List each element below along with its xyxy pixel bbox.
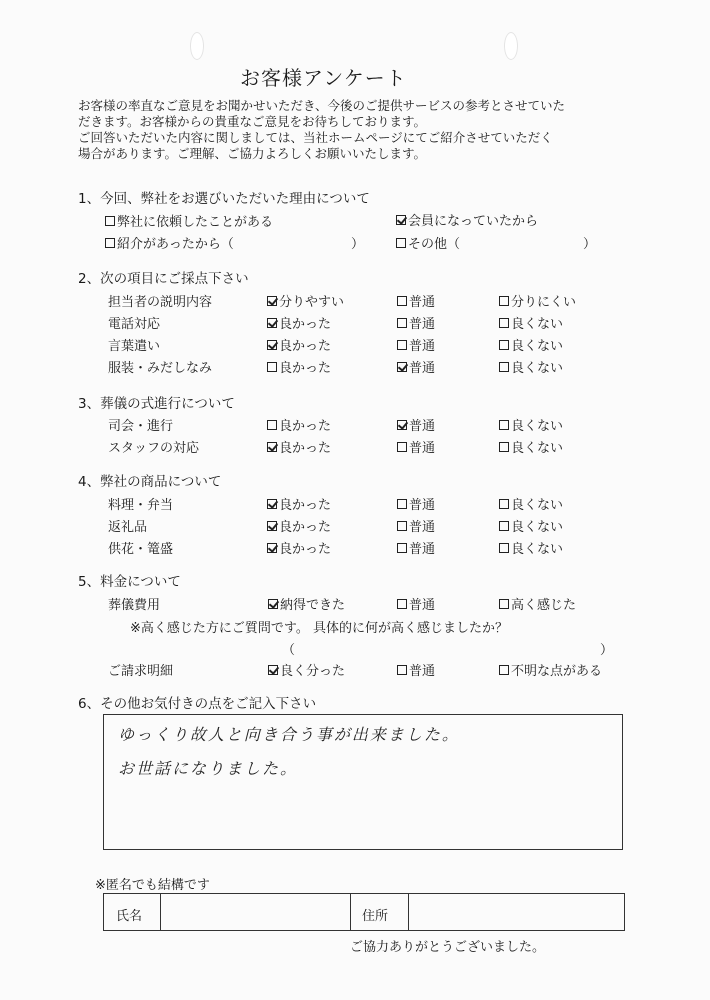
rating-item-label: 返礼品 — [108, 520, 148, 535]
rating-item-label: 葬儀費用 — [108, 598, 161, 613]
checkbox[interactable] — [397, 521, 407, 531]
checked-checkbox[interactable] — [397, 362, 407, 372]
rating-option[interactable]: 良くない — [499, 357, 563, 376]
rating-option[interactable]: 良く分った — [268, 660, 345, 679]
table-divider — [408, 893, 409, 931]
q1-option-4[interactable]: その他（ — [396, 233, 460, 252]
name-field[interactable] — [162, 895, 348, 929]
rating-option[interactable]: 普通 — [397, 538, 435, 557]
checkbox[interactable] — [499, 340, 509, 350]
q5-close-paren: ） — [600, 643, 614, 658]
checked-checkbox[interactable] — [396, 215, 406, 225]
checked-checkbox[interactable] — [268, 599, 278, 609]
checkbox[interactable] — [499, 521, 509, 531]
page-title: お客様アンケート — [240, 66, 407, 90]
rating-item-label: 料理・弁当 — [108, 498, 174, 513]
q1-close-paren-1: ） — [351, 237, 365, 252]
q1-option-1[interactable]: 弊社に依頼したことがある — [105, 211, 273, 230]
punch-hole-left — [190, 32, 204, 60]
rating-option[interactable]: 普通 — [397, 415, 435, 434]
rating-item-label: スタッフの対応 — [108, 441, 200, 456]
rating-option[interactable]: 分りやすい — [267, 291, 344, 310]
intro-line-1: お客様の率直なご意見をお聞かせいただき、今後のご提供サービスの参考とさせていた — [78, 98, 566, 113]
checkbox[interactable] — [499, 599, 509, 609]
checked-checkbox[interactable] — [267, 318, 277, 328]
rating-option[interactable]: 良くない — [499, 313, 563, 332]
checkbox[interactable] — [397, 499, 407, 509]
checkbox[interactable] — [105, 238, 115, 248]
rating-option[interactable]: 良くない — [499, 538, 563, 557]
comment-line-2: お世話になりました。 — [118, 759, 299, 778]
checkbox[interactable] — [397, 543, 407, 553]
rating-option[interactable]: 普通 — [397, 291, 435, 310]
rating-option[interactable]: 良かった — [267, 415, 331, 434]
rating-option[interactable]: 良かった — [267, 538, 331, 557]
thanks-text: ご協力ありがとうございました。 — [350, 940, 546, 955]
checkbox[interactable] — [499, 665, 509, 675]
table-divider — [350, 893, 351, 931]
rating-option[interactable]: 良かった — [267, 437, 331, 456]
checkbox[interactable] — [499, 296, 509, 306]
checkbox[interactable] — [267, 362, 277, 372]
checked-checkbox[interactable] — [267, 521, 277, 531]
q1-title: 1、今回、弊社をお選びいただいた理由について — [78, 191, 370, 207]
checkbox[interactable] — [499, 318, 509, 328]
checkbox[interactable] — [267, 420, 277, 430]
rating-option[interactable]: 普通 — [397, 516, 435, 535]
rating-option[interactable]: 普通 — [397, 335, 435, 354]
checkbox[interactable] — [499, 362, 509, 372]
checked-checkbox[interactable] — [267, 543, 277, 553]
rating-option[interactable]: 良かった — [267, 516, 331, 535]
punch-hole-right — [504, 32, 518, 60]
rating-item-label: 司会・進行 — [108, 419, 174, 434]
rating-option[interactable]: 良くない — [499, 415, 563, 434]
rating-option[interactable]: 良くない — [499, 335, 563, 354]
q1-option-3[interactable]: 紹介があったから（ — [105, 233, 234, 252]
rating-item-label: 電話対応 — [108, 317, 161, 332]
q1-option-2[interactable]: 会員になっていたから — [396, 210, 538, 229]
rating-option[interactable]: 普通 — [397, 437, 435, 456]
checkbox[interactable] — [499, 420, 509, 430]
rating-item-label: ご請求明細 — [108, 664, 174, 679]
rating-option[interactable]: 不明な点がある — [499, 660, 602, 679]
intro-line-2: だきます。お客様からの貴重なご意見をお待ちしております。 — [78, 114, 427, 129]
address-field[interactable] — [410, 895, 622, 929]
q6-title: 6、その他お気付きの点をご記入下さい — [78, 696, 317, 712]
rating-item-label: 服装・みだしなみ — [108, 361, 213, 376]
checked-checkbox[interactable] — [268, 665, 278, 675]
table-divider — [160, 893, 161, 931]
checked-checkbox[interactable] — [397, 420, 407, 430]
rating-option[interactable]: 良かった — [267, 335, 331, 354]
q5-note: ※高く感じた方にご質問です。 具体的に何が高く感じましたか？ — [130, 621, 508, 636]
rating-option[interactable]: 普通 — [397, 357, 435, 376]
q3-title: 3、葬儀の式進行について — [78, 396, 235, 412]
intro-line-3: ご回答いただいた内容に関しましては、当社ホームページにてご紹介させていただく — [78, 130, 553, 145]
rating-item-label: 言葉遣い — [108, 339, 161, 354]
q5-title: 5、料金について — [78, 574, 181, 590]
rating-item-label: 供花・篭盛 — [108, 542, 174, 557]
comment-line-1: ゆっくり故人と向き合う事が出来ました。 — [118, 725, 460, 744]
rating-option[interactable]: 普通 — [397, 313, 435, 332]
rating-option[interactable]: 良くない — [499, 437, 563, 456]
checkbox[interactable] — [397, 442, 407, 452]
address-label: 住所 — [362, 909, 389, 924]
q5-open-paren: （ — [282, 643, 296, 658]
checkbox[interactable] — [397, 318, 407, 328]
q1-close-paren-2: ） — [583, 237, 597, 252]
rating-option[interactable]: 普通 — [397, 594, 435, 613]
rating-option[interactable]: 良かった — [267, 357, 331, 376]
checkbox[interactable] — [499, 499, 509, 509]
checkbox[interactable] — [105, 216, 115, 226]
checked-checkbox[interactable] — [267, 499, 277, 509]
anon-note: ※匿名でも結構です — [95, 878, 210, 893]
checked-checkbox[interactable] — [267, 340, 277, 350]
checked-checkbox[interactable] — [267, 442, 277, 452]
checkbox[interactable] — [397, 599, 407, 609]
q4-title: 4、弊社の商品について — [78, 474, 222, 490]
rating-option[interactable]: 良くない — [499, 494, 563, 513]
rating-option[interactable]: 高く感じた — [499, 594, 576, 613]
checkbox[interactable] — [397, 665, 407, 675]
checkbox[interactable] — [396, 238, 406, 248]
checkbox[interactable] — [397, 296, 407, 306]
checkbox[interactable] — [499, 442, 509, 452]
checkbox[interactable] — [499, 543, 509, 553]
rating-option[interactable]: 納得できた — [268, 594, 345, 613]
rating-option[interactable]: 分りにくい — [499, 291, 576, 310]
checked-checkbox[interactable] — [267, 296, 277, 306]
rating-option[interactable]: 良かった — [267, 494, 331, 513]
rating-item-label: 担当者の説明内容 — [108, 295, 213, 310]
name-label: 氏名 — [116, 909, 143, 924]
rating-option[interactable]: 普通 — [397, 660, 435, 679]
checkbox[interactable] — [397, 340, 407, 350]
rating-option[interactable]: 普通 — [397, 494, 435, 513]
intro-line-4: 場合があります。ご理解、ご協力よろしくお願いいたします。 — [78, 146, 427, 161]
rating-option[interactable]: 良かった — [267, 313, 331, 332]
rating-option[interactable]: 良くない — [499, 516, 563, 535]
q2-title: 2、次の項目にご採点下さい — [78, 271, 249, 287]
